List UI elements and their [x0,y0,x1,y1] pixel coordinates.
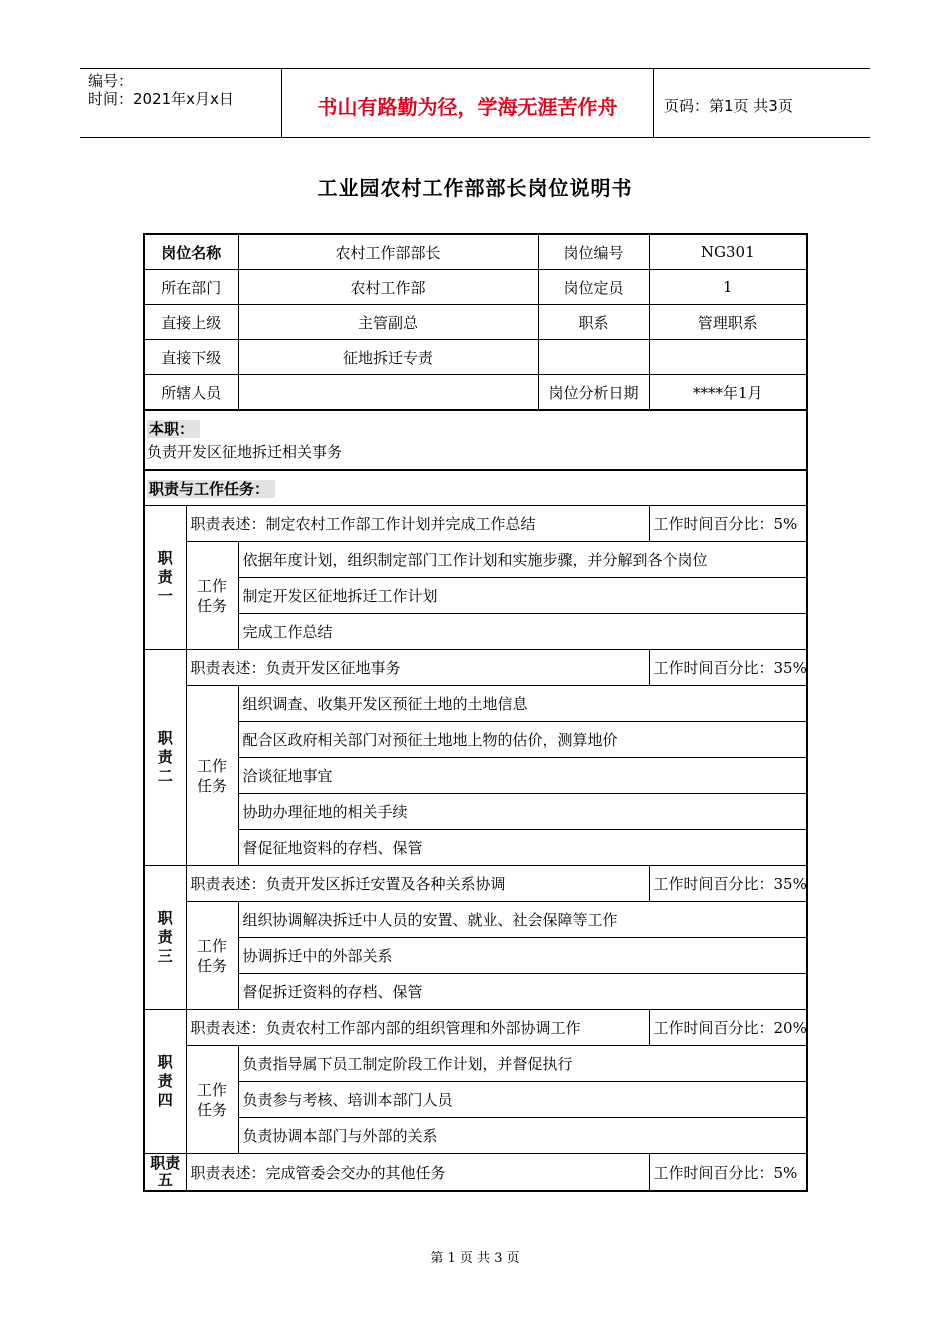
job-family-label: 职系 [538,305,649,340]
duty-1-pct: 工作时间百分比：5% [649,506,807,542]
row-staff [144,375,807,411]
dept-value: 农村工作部 [238,270,538,305]
job-description-table [143,233,808,1192]
analysis-date-value: ****年1月 [649,375,807,411]
duty-1-task-1: 依据年度计划，组织制定部门工作计划和实施步骤，并分解到各个岗位 [238,542,807,578]
task-row [144,794,807,830]
duty-1-desc-row [144,506,807,542]
duty-2-task-4: 协助办理征地的相关手续 [238,794,807,830]
duty-1-task-label [186,542,238,650]
task-row [144,830,807,866]
duty-1-task-3: 完成工作总结 [238,614,807,650]
empty-cell [538,340,649,375]
duty-3-pct: 工作时间百分比：35% [649,866,807,902]
duty-3-name [144,866,186,1010]
row-subordinate [144,340,807,375]
post-code-value: NG301 [649,234,807,270]
subordinate-label: 直接下级 [144,340,238,375]
number-label: 编号： [88,72,134,90]
duty-1-name [144,506,186,650]
task-row [144,1046,807,1082]
analysis-date-label: 岗位分析日期 [538,375,649,411]
duty-4-pct: 工作时间百分比：20% [649,1010,807,1046]
duty-3-desc: 职责表述：负责开发区拆迁安置及各种关系协调 [186,866,649,902]
duty-4-desc: 职责表述：负责农村工作部内部的组织管理和外部协调工作 [186,1010,649,1046]
task-row [144,758,807,794]
duty-3-task-3: 督促拆迁资料的存档、保管 [238,974,807,1010]
empty-cell [649,340,807,375]
post-name-label: 岗位名称 [144,234,238,270]
duty-1-label: 职责一 [157,549,173,605]
dept-label: 所在部门 [144,270,238,305]
duty-4-task-label [186,1046,238,1154]
duty-2-task-1: 组织调查、收集开发区预征土地的土地信息 [238,686,807,722]
duty-3-task-2: 协调拆迁中的外部关系 [238,938,807,974]
row-post-name [144,234,807,270]
duty-2-task-label [186,686,238,866]
job-family-value: 管理职系 [649,305,807,340]
duty-4-task-3: 负责协调本部门与外部的关系 [238,1118,807,1154]
duties-heading [144,470,807,506]
duty-2-task-5: 督促征地资料的存档、保管 [238,830,807,866]
post-code-label: 岗位编号 [538,234,649,270]
task-row [144,1118,807,1154]
duty-3-task-1: 组织协调解决拆迁中人员的安置、就业、社会保障等工作 [238,902,807,938]
headcount-value: 1 [649,270,807,305]
duty-2-label: 职责二 [157,729,173,785]
staff-value [238,375,538,411]
duty-5-desc-row [144,1154,807,1192]
duty-summary-text: 负责开发区征地拆迁相关事务 [147,443,343,461]
duty-4-desc-row [144,1010,807,1046]
task-label-text: 工作任务 [196,936,227,975]
duty-1-desc: 职责表述：制定农村工作部工作计划并完成工作总结 [186,506,649,542]
duty-4-task-2: 负责参与考核、培训本部门人员 [238,1082,807,1118]
task-label-text: 工作任务 [196,756,227,795]
task-row [144,974,807,1010]
duty-5-desc: 职责表述：完成管委会交办的其他任务 [186,1154,649,1192]
staff-label: 所辖人员 [144,375,238,411]
duty-summary-label: 本职： [147,420,200,438]
duty-4-task-1: 负责指导属下员工制定阶段工作计划，并督促执行 [238,1046,807,1082]
task-row [144,686,807,722]
task-row [144,614,807,650]
header-meta [80,69,282,137]
superior-value: 主管副总 [238,305,538,340]
duty-3-task-label [186,902,238,1010]
duty-5-name [144,1154,186,1192]
row-duties-heading [144,470,807,506]
page-header [80,68,870,138]
duties-label: 职责与工作任务： [147,480,275,498]
duty-2-task-2: 配合区政府相关部门对预征土地地上物的估价，测算地价 [238,722,807,758]
task-row [144,938,807,974]
duty-summary [144,410,807,470]
header-page-info: 页码：第1页 共3页 [664,96,793,115]
duty-2-name [144,650,186,866]
row-department [144,270,807,305]
duty-2-desc: 职责表述：负责开发区征地事务 [186,650,649,686]
task-label-text: 工作任务 [196,576,227,615]
page-footer: 第 1 页 共 3 页 [430,1251,520,1266]
post-name-value: 农村工作部部长 [238,234,538,270]
row-duty-summary [144,410,807,470]
document-title: 工业园农村工作部部长岗位说明书 [317,176,633,200]
duty-1-task-2: 制定开发区征地拆迁工作计划 [238,578,807,614]
task-label-text: 工作任务 [196,1080,227,1119]
duty-2-desc-row [144,650,807,686]
duty-5-pct: 工作时间百分比：5% [649,1154,807,1192]
task-row [144,578,807,614]
duty-4-label: 职责四 [157,1053,173,1109]
task-row [144,542,807,578]
task-row [144,902,807,938]
duty-5-label: 职责五 [150,1154,181,1189]
time-label: 时间：2021年x月x日 [88,90,234,108]
task-row [144,1082,807,1118]
duty-2-task-3: 洽谈征地事宜 [238,758,807,794]
row-superior [144,305,807,340]
headcount-label: 岗位定员 [538,270,649,305]
task-row [144,722,807,758]
duty-3-label: 职责三 [157,909,173,965]
header-motto: 书山有路勤为径，学海无涯苦作舟 [282,69,654,137]
subordinate-value: 征地拆迁专责 [238,340,538,375]
duty-2-pct: 工作时间百分比：35% [649,650,807,686]
duty-4-name [144,1010,186,1154]
superior-label: 直接上级 [144,305,238,340]
duty-3-desc-row [144,866,807,902]
